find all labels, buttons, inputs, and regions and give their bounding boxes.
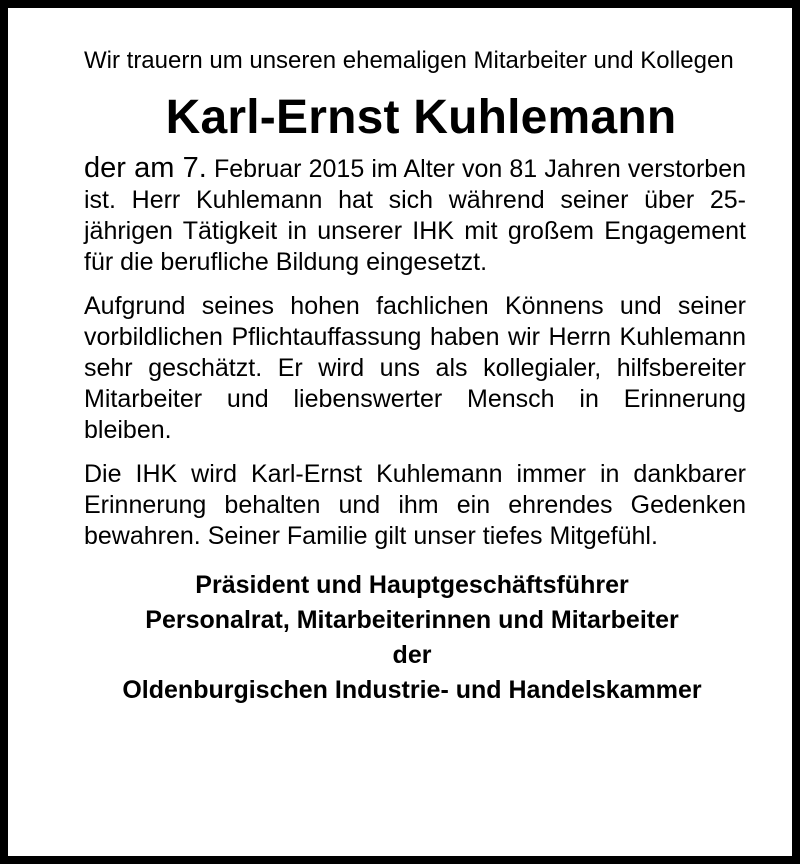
signature-line-president: Präsident und Hauptgeschäftsführer bbox=[195, 571, 629, 599]
signature-line-staff: Personalrat, Mitarbeiterinnen und Mitarbeiter bbox=[145, 606, 679, 634]
paragraph-biography-text: Februar 2015 im Alter von 81 Jahren verstorben ist. Herr Kuhlemann hat sich während seiner über 25-jährigen Tätigkeit in unserer IHK mit großem Engagement für die berufliche Bildung eingesetzt. bbox=[84, 155, 746, 276]
paragraph-biography bbox=[78, 153, 746, 278]
deceased-name: Karl-Ernst Kuhlemann bbox=[165, 91, 677, 144]
paragraph-remembrance: Die IHK wird Karl-Ernst Kuhlemann immer in dankbarer Erinnerung behalten und ihm ein ehrendes Gedenken bewahren. Seiner Familie gilt unser tiefes Mitgefühl. bbox=[84, 460, 746, 550]
notice-content bbox=[78, 45, 746, 708]
intro-text: Wir trauern um unseren ehemaligen Mitarbeiter und Kollegen bbox=[84, 47, 734, 74]
signature-line-der: der bbox=[392, 641, 432, 669]
paragraph-lead: der am 7. bbox=[84, 152, 207, 184]
signature-block bbox=[78, 568, 746, 708]
signature-line-chamber: Oldenburgischen Industrie- und Handelskammer bbox=[122, 676, 702, 704]
paragraph-appreciation: Aufgrund seines hohen fachlichen Könnens und seiner vorbildlichen Pflichtauffassung haben wir Herrn Kuhlemann sehr geschätzt. Er wird uns als kollegialer, hilfsbereiter Mitarbeiter und liebenswerter Mensch in Erinnerung bleiben. bbox=[84, 292, 746, 444]
